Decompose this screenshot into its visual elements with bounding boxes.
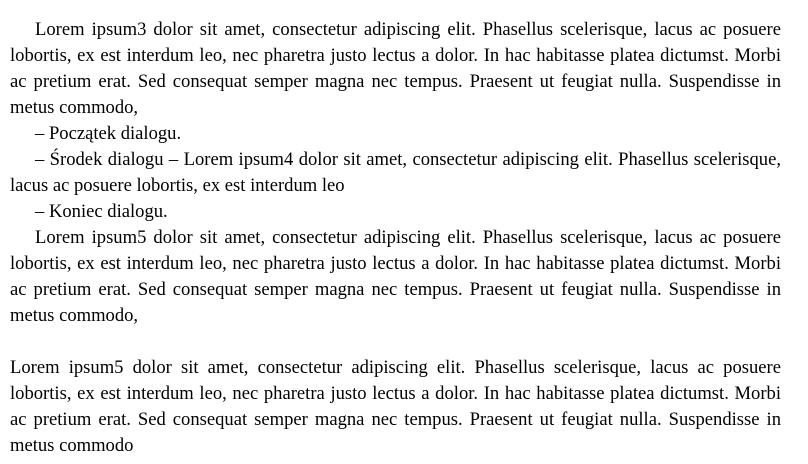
paragraph-lorem-ipsum3: Lorem ipsum3 dolor sit amet, consectetur adipiscing elit. Phasellus scelerisque, lacus ac posuere lobortis, ex est interdum leo, nec pharetra justo lectus a dolor. In hac habitasse platea dictumst. Morbi ac pretium erat. Sed consequat semper magna nec tempus. Praesent ut feugiat nulla. Suspendisse in metus commodo, [10, 19, 781, 118]
dialogue-line-start: – Początek dialogu. [35, 123, 182, 144]
paragraph-lorem-ipsum5-first: Lorem ipsum5 dolor sit amet, consectetur adipiscing elit. Phasellus scelerisque, lacus ac posuere lobortis, ex est interdum leo, nec pharetra justo lectus a dolor. In hac habitasse platea dictumst. Morbi ac pretium erat. Sed consequat semper magna nec tempus. Praesent ut feugiat nulla. Suspendisse in metus commodo, [10, 227, 781, 326]
dialogue-line-end: – Koniec dialogu. [35, 201, 168, 222]
paragraph-lorem-ipsum5-second: Lorem ipsum5 dolor sit amet, consectetur adipiscing elit. Phasellus scelerisque, lacus ac posuere lobortis, ex est interdum leo, nec pharetra justo lectus a dolor. In hac habitasse platea dictumst. Morbi ac pretium erat. Sed consequat semper magna nec tempus. Praesent ut feugiat nulla. Suspendisse in metus commodo [10, 357, 781, 456]
dialogue-line-middle: – Środek dialogu – Lorem ipsum4 dolor sit amet, consectetur adipiscing elit. Phasellus scelerisque, lacus ac posuere lobortis, ex est interdum leo [10, 149, 781, 196]
empty-line [10, 329, 781, 355]
